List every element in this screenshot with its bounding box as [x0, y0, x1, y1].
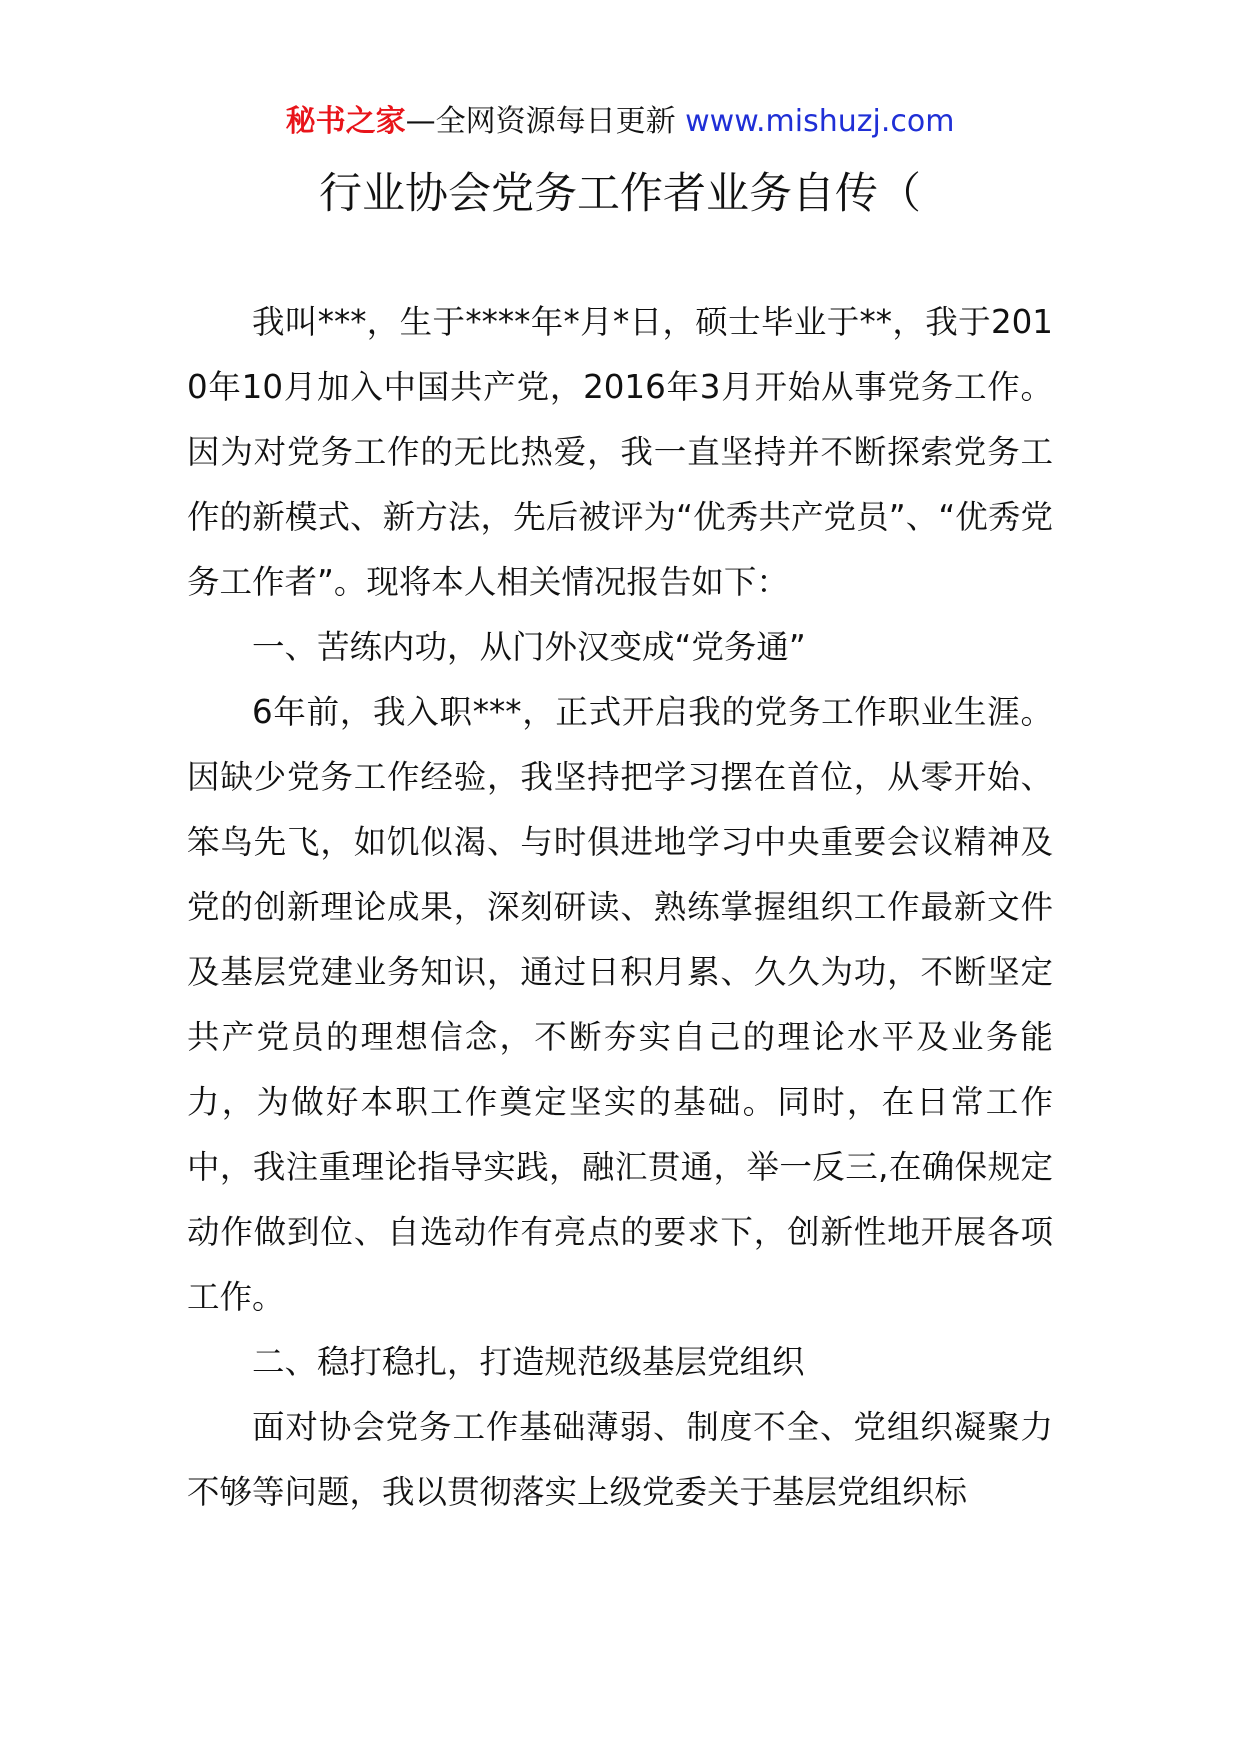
section-1-paragraph: 6年前，我入职***，正式开启我的党务工作职业生涯。因缺少党务工作经验，我坚持把学习摆在首位，从零开始、笨鸟先飞，如饥似渴、与时俱进地学习中央重要会议精神及党的创新理论成果，深刻研读、熟练掌握组织工作最新文件及基层党建业务知识，通过日积月累、久久为功，不断坚定共产党员的理想信念，不断夯实自己的理论水平及业务能力，为做好本职工作奠定坚实的基础。同时，在日常工作中，我注重理论指导实践，融汇贯通，举一反三,在确保规定动作做到位、自选动作有亮点的要求下，创新性地开展各项工作。 [187, 693, 1053, 1316]
site-header [0, 100, 1240, 144]
document-title: 行业协会党务工作者业务自传（ [319, 169, 921, 219]
section-heading-1: 一、苦练内功，从门外汉变成“党务通” [252, 628, 806, 666]
intro-paragraph: 我叫***，生于****年*月*日，硕士毕业于**，我于2010年10月加入中国共产党，2016年3月开始从事党务工作。因为对党务工作的无比热爱，我一直坚持并不断探索党务工作的新模式、新方法，先后被评为“优秀共产党员”、“优秀党务工作者”。现将本人相关情况报告如下： [187, 303, 1053, 601]
section-2-paragraph: 面对协会党务工作基础薄弱、制度不全、党组织凝聚力不够等问题，我以贯彻落实上级党委关于基层党组织标 [187, 1408, 1053, 1511]
brand-name: 秘书之家 [285, 104, 406, 139]
section-heading-2: 二、稳打稳扎，打造规范级基层党组织 [252, 1343, 805, 1381]
site-url-link[interactable]: www.mishuzj.com [685, 104, 955, 139]
header-slogan: —全网资源每日更新 [405, 104, 676, 139]
document-body [187, 290, 1053, 1525]
